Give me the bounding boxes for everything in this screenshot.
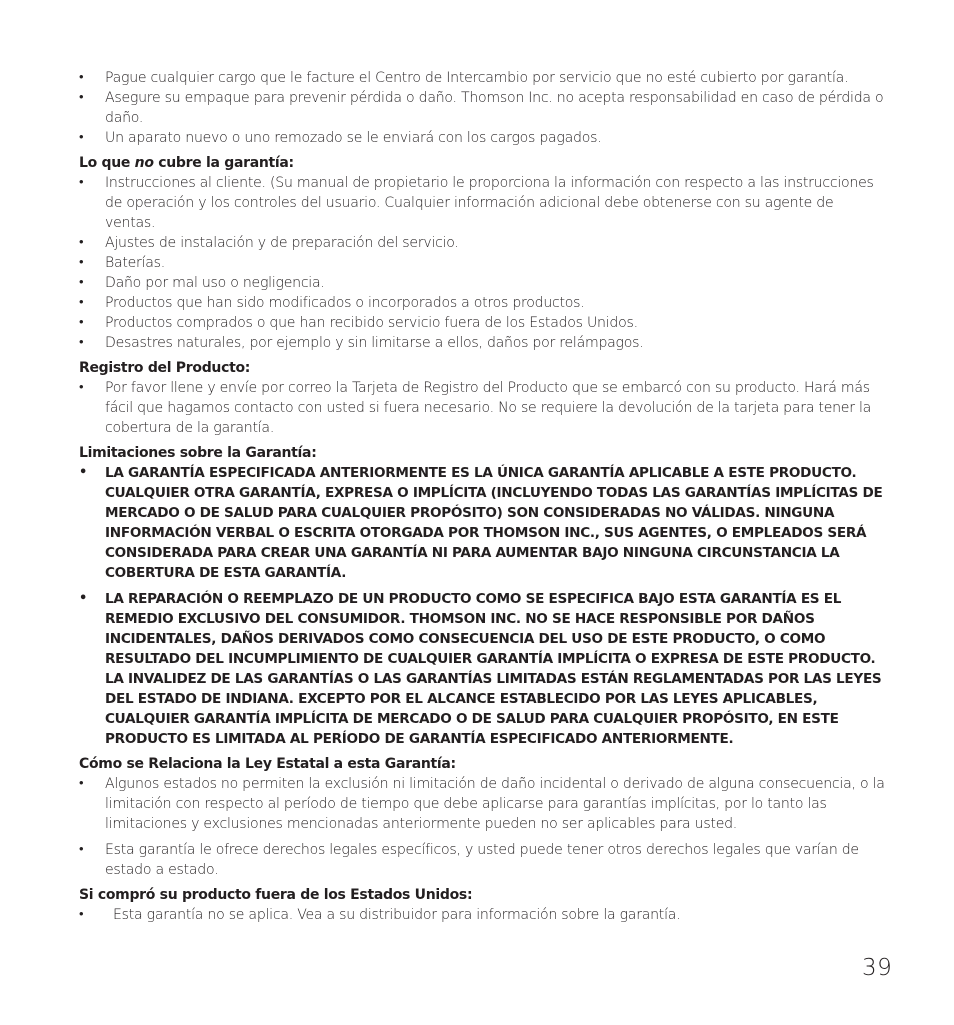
list-item-text: Daño por mal uso o negligencia. xyxy=(105,275,325,291)
bullet-icon: • xyxy=(79,275,84,290)
outside-us-list xyxy=(79,905,885,925)
list-item xyxy=(79,774,885,834)
list-item xyxy=(79,378,885,438)
section-heading-state-law: Cómo se Relaciona la Ley Estatal a esta Garantía: xyxy=(79,756,456,772)
bullet-icon: • xyxy=(79,465,88,480)
list-item xyxy=(79,88,885,128)
section-heading-not-covered xyxy=(79,153,885,173)
heading-text: Lo que xyxy=(79,155,135,171)
bullet-icon: • xyxy=(79,90,84,105)
list-item-text: Instrucciones al cliente. (Su manual de propietario le proporciona la información con respecto a las instrucciones de operación y los controles del usuario. Cualquier información adicional debe obtenerse con su agente de ventas. xyxy=(105,175,874,231)
bullet-icon: • xyxy=(79,175,84,190)
list-item-text: Esta garantía no se aplica. Vea a su distribuidor para información sobre la garantía. xyxy=(113,907,681,923)
list-item-text: Baterías. xyxy=(105,255,165,271)
list-item xyxy=(79,273,885,293)
bullet-icon: • xyxy=(79,130,84,145)
list-item xyxy=(79,293,885,313)
bullet-icon: • xyxy=(79,842,84,857)
list-item-text: Por favor llene y envíe por correo la Tarjeta de Registro del Producto que se embarcó con su producto. Hará más fácil que hagamos contacto con usted si fuera necesario. No se requiere la devolución de la tarjeta para tener la cobertura de la garantía. xyxy=(105,380,872,436)
heading-text: cubre la garantía: xyxy=(153,155,294,171)
list-item-text: Un aparato nuevo o uno remozado se le enviará con los cargos pagados. xyxy=(105,130,602,146)
bullet-icon: • xyxy=(79,776,84,791)
list-item xyxy=(79,173,885,233)
list-item-text: Productos comprados o que han recibido servicio fuera de los Estados Unidos. xyxy=(105,315,638,331)
list-item xyxy=(79,128,885,148)
bullet-icon: • xyxy=(79,255,84,270)
list-item xyxy=(79,68,885,88)
list-item xyxy=(79,589,885,749)
not-covered-list xyxy=(79,173,885,353)
bullet-icon: • xyxy=(79,295,84,310)
list-item xyxy=(79,313,885,333)
registration-list xyxy=(79,378,885,438)
limitations-list xyxy=(79,463,885,749)
state-law-list xyxy=(79,774,885,880)
list-item-text: Pague cualquier cargo que le facture el Centro de Intercambio por servicio que no esté cubierto por garantía. xyxy=(105,70,849,86)
bullet-icon: • xyxy=(79,591,88,606)
page-number: 39 xyxy=(862,955,893,981)
list-item-text: Desastres naturales, por ejemplo y sin limitarse a ellos, daños por relámpagos. xyxy=(105,335,644,351)
list-item xyxy=(79,253,885,273)
heading-emphasis: no xyxy=(134,155,154,171)
list-item-text: Asegure su empaque para prevenir pérdida o daño. Thomson Inc. no acepta responsabilidad en caso de pérdida o daño. xyxy=(105,90,884,126)
section-heading-outside-us: Si compró su producto fuera de los Estados Unidos: xyxy=(79,887,473,903)
list-item-text: Algunos estados no permiten la exclusión ni limitación de daño incidental o derivado de alguna consecuencia, o la limitación con respecto al período de tiempo que debe aplicarse para garantías implícitas, por lo tanto las limitaciones y exclusiones mencionadas anteriormente pueden no ser aplicables para usted. xyxy=(105,776,885,832)
list-item xyxy=(79,840,885,880)
page-content xyxy=(79,68,885,925)
list-item xyxy=(79,333,885,353)
bullet-icon: • xyxy=(79,380,84,395)
list-item xyxy=(79,233,885,253)
list-item xyxy=(79,463,885,583)
list-item-text: LA REPARACIÓN O REEMPLAZO DE UN PRODUCTO COMO SE ESPECIFICA BAJO ESTA GARANTÍA ES EL REMEDIO EXCLUSIVO DEL CONSUMIDOR. THOMSON INC. NO SE HACE RESPONSIBLE POR DAÑOS INCIDENTALES, DAÑOS DERIVADOS COMO CONSECUENCIA DEL USO DE ESTE PRODUCTO, O COMO RESULTADO DEL INCUMPLIMIENTO DE CUALQUIER GARANTÍA IMPLÍCITA O EXPRESA DE ESTE PRODUCTO. LA INVALIDEZ DE LAS GARANTÍAS O LAS GARANTÍAS LIMITADAS ESTÁN REGLAMENTADAS POR LAS LEYES DEL ESTADO DE INDIANA. EXCEPTO POR EL ALCANCE ESTABLECIDO POR LAS LEYES APLICABLES, CUALQUIER GARANTÍA IMPLÍCITA DE MERCADO O DE SALUD PARA CUALQUIER PROPÓSITO, EN ESTE PRODUCTO ES LIMITADA AL PERÍODO DE GARANTÍA ESPECIFICADO ANTERIORMENTE. xyxy=(105,591,882,747)
list-item-text: Productos que han sido modificados o incorporados a otros productos. xyxy=(105,295,585,311)
section-heading-limitations: Limitaciones sobre la Garantía: xyxy=(79,445,317,461)
list-item-text: Ajustes de instalación y de preparación del servicio. xyxy=(105,235,459,251)
list-item-text: Esta garantía le ofrece derechos legales específicos, y usted puede tener otros derechos legales que varían de estado a estado. xyxy=(105,842,859,878)
bullet-icon: • xyxy=(79,70,84,85)
list-item xyxy=(79,905,885,925)
bullet-icon: • xyxy=(79,907,84,922)
section-heading-registration: Registro del Producto: xyxy=(79,360,251,376)
bullet-icon: • xyxy=(79,315,84,330)
list-item-text: LA GARANTÍA ESPECIFICADA ANTERIORMENTE ES LA ÚNICA GARANTÍA APLICABLE A ESTE PRODUCTO. CUALQUIER OTRA GARANTÍA, EXPRESA O IMPLÍCITA (INCLUYENDO TODAS LAS GARANTÍAS IMPLÍCITAS DE MERCADO O DE SALUD PARA CUALQUIER PROPÓSITO) SON CONSIDERADAS NO VÁLIDAS. NINGUNA INFORMACIÓN VERBAL O ESCRITA OTORGADA POR THOMSON INC., SUS AGENTES, O EMPLEADOS SERÁ CONSIDERADA PARA CREAR UNA GARANTÍA NI PARA AUMENTAR BAJO NINGUNA CIRCUNSTANCIA LA COBERTURA DE ESTA GARANTÍA. xyxy=(105,465,883,581)
intro-list xyxy=(79,68,885,148)
bullet-icon: • xyxy=(79,235,84,250)
bullet-icon: • xyxy=(79,335,84,350)
